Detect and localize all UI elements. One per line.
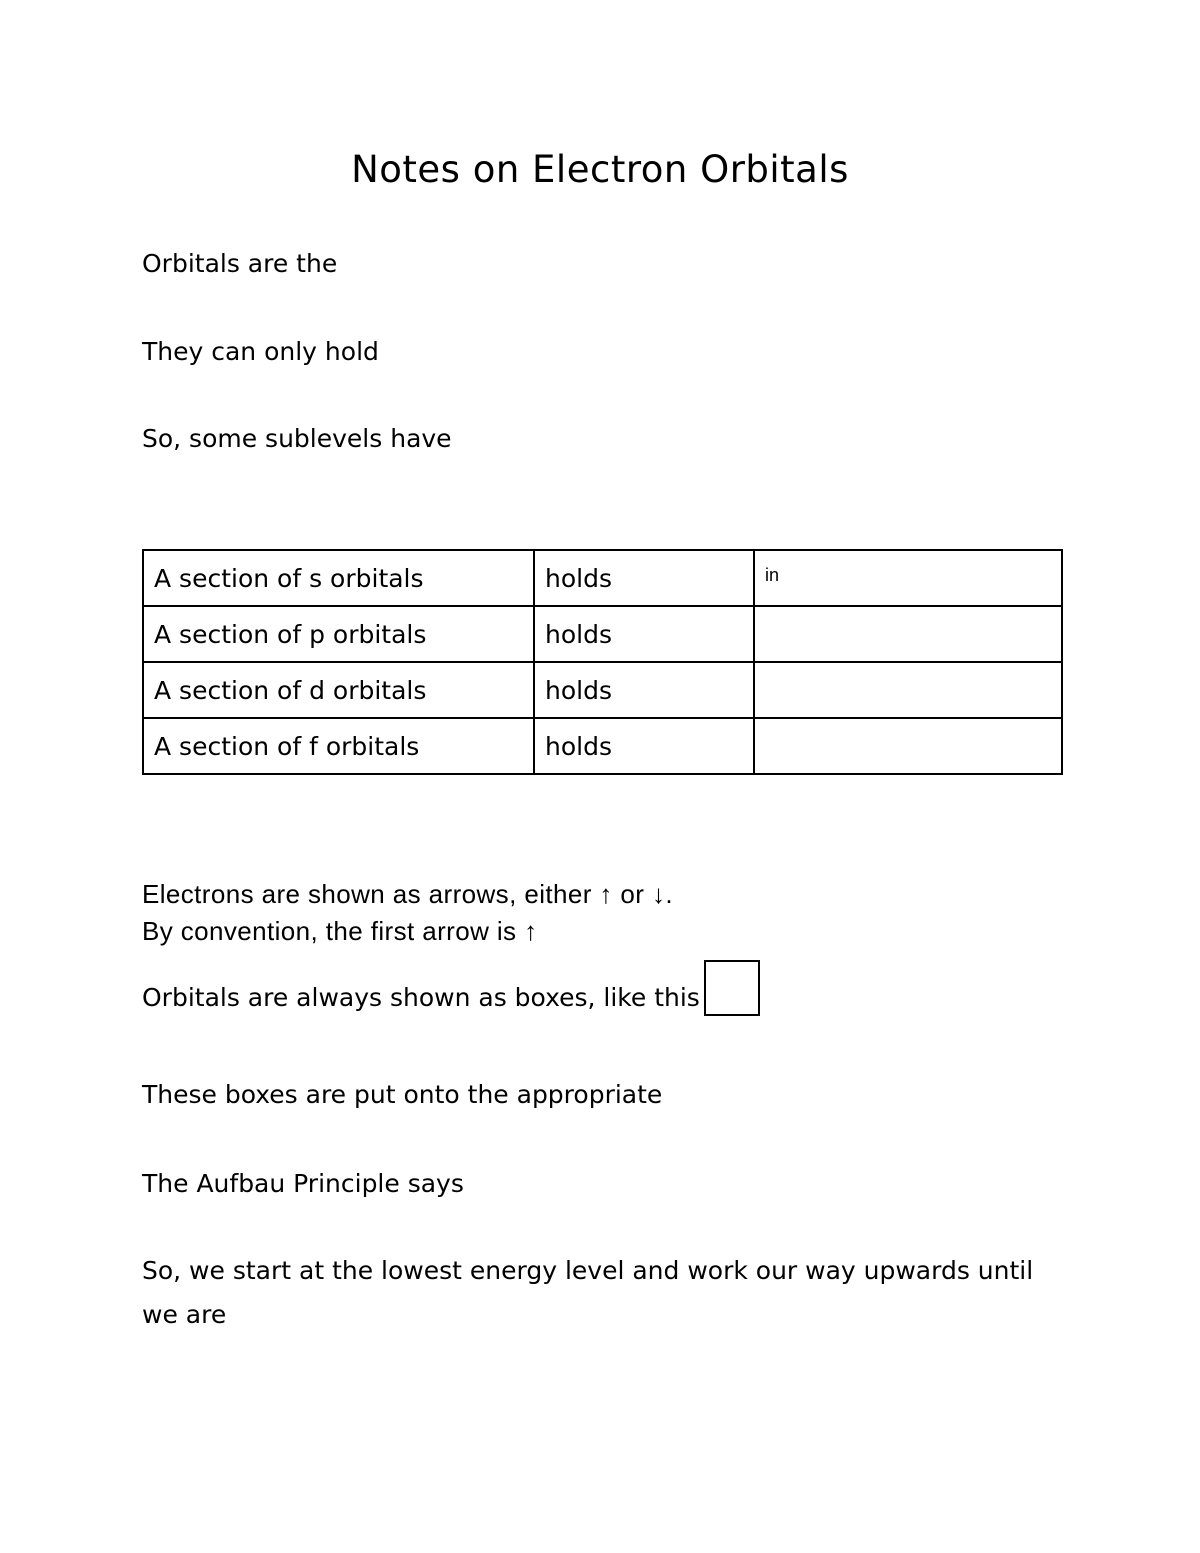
line-convention: By convention, the first arrow is ↑ (142, 916, 538, 946)
table-row (143, 606, 1062, 662)
line-boxes-put: These boxes are put onto the appropriate (142, 1080, 663, 1109)
table-row (143, 718, 1062, 774)
table-cell-section: A section of s orbitals (143, 550, 534, 606)
table-cell-extra (754, 606, 1062, 662)
table-cell-holds: holds (534, 550, 754, 606)
line-aufbau: The Aufbau Principle says (142, 1169, 464, 1198)
orbital-box-example (704, 960, 760, 1016)
line-arrows: Electrons are shown as arrows, either ↑ or ↓. (142, 879, 673, 909)
line-can-only-hold: They can only hold (142, 337, 379, 366)
table-cell-extra (754, 662, 1062, 718)
line-start-lowest: So, we start at the lowest energy level and work our way upwards until we are (142, 1256, 1034, 1329)
table-cell-holds: holds (534, 606, 754, 662)
table-cell-extra (754, 718, 1062, 774)
table-row (143, 550, 1062, 606)
line-orbitals-are: Orbitals are the (142, 249, 338, 278)
table-cell-holds: holds (534, 718, 754, 774)
table-cell-section: A section of f orbitals (143, 718, 534, 774)
table-cell-section: A section of p orbitals (143, 606, 534, 662)
orbitals-table (142, 549, 1063, 775)
table-cell-section: A section of d orbitals (143, 662, 534, 718)
table-row (143, 662, 1062, 718)
line-sublevels-have: So, some sublevels have (142, 424, 452, 453)
table-cell-holds: holds (534, 662, 754, 718)
table-cell-extra: in (754, 550, 1062, 606)
line-boxes: Orbitals are always shown as boxes, like this (142, 983, 700, 1012)
page-title: Notes on Electron Orbitals (351, 148, 849, 191)
